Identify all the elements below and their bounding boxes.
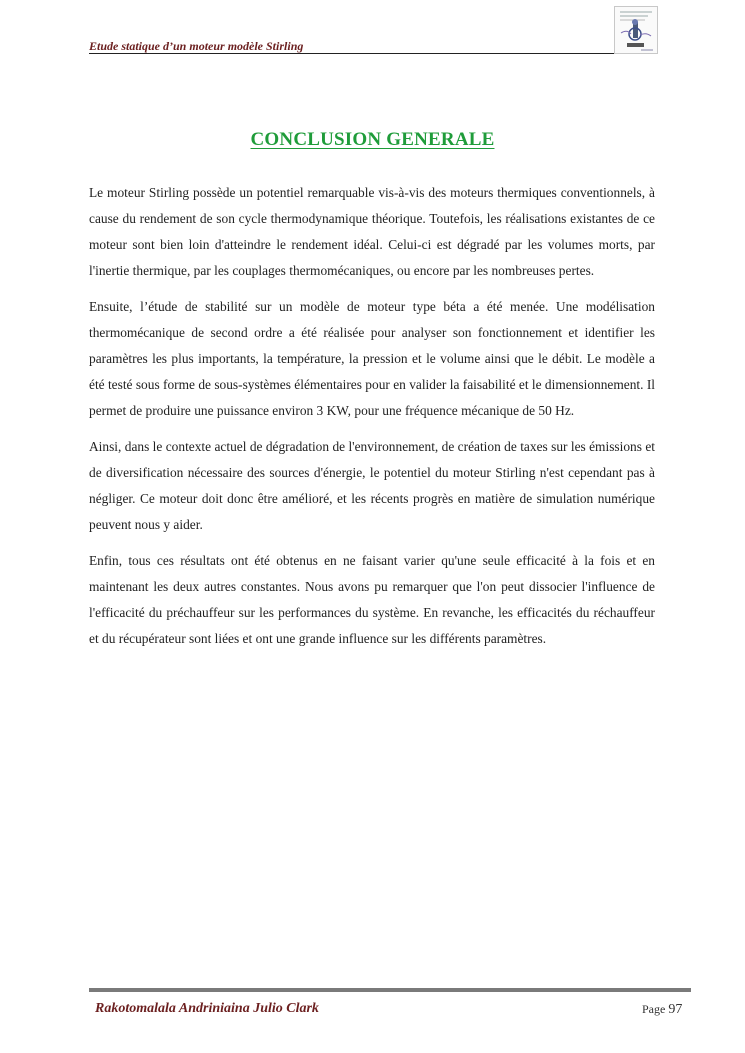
footer-rule — [89, 988, 691, 992]
stirling-logo-icon — [614, 6, 658, 54]
page-label: Page — [642, 1002, 666, 1016]
paragraph-3: Ainsi, dans le contexte actuel de dégradation de l'environnement, de création de taxes sur les émissions et de diversification nécessaire des sources d'énergie, le potentiel du moteur Stirling n'est cependant pas à négliger. Ce moteur doit donc être amélioré, et les récents progrès en matière de simulation numérique peuvent nous y aider. — [89, 439, 655, 532]
header-rule — [89, 53, 614, 54]
heading-text: CONCLUSION GENERALE — [250, 129, 495, 150]
running-header-title: Etude statique d’un moteur modèle Stirling — [89, 39, 304, 53]
paragraph-2: Ensuite, l’étude de stabilité sur un modèle de moteur type béta a été menée. Une modélisation thermomécanique de second ordre a été réalisée pour analyser son fonctionnement et identifier les paramètres les plus importants, la température, la pression et le volume ainsi que le débit. Le modèle a été testé sous forme de sous-systèmes élémentaires pour en valider la faisabilité et le dimensionnement. Il permet de produire une puissance environ 3 KW, pour une fréquence mécanique de 50 Hz. — [89, 299, 655, 418]
body-text — [89, 180, 655, 662]
page-heading — [0, 129, 745, 151]
paragraph-1: Le moteur Stirling possède un potentiel remarquable vis-à-vis des moteurs thermiques conventionnels, à cause du rendement de son cycle thermodynamique théorique. Toutefois, les réalisations existantes de ce moteur sont bien loin d'atteindre le rendement idéal. Celui-ci est dégradé par les volumes morts, par l'inertie thermique, par les couplages thermomécaniques, ou encore par les nombreuses pertes. — [89, 185, 655, 278]
page-number-value: 97 — [668, 1002, 683, 1017]
paragraph-4: Enfin, tous ces résultats ont été obtenus en ne faisant varier qu'une seule efficacité à la fois et en maintenant les deux autres constantes. Nous avons pu remarquer que l'on peut dissocier l'influence de l'efficacité du préchauffeur sur les performances du système. En revanche, les efficacités du réchauffeur et du récupérateur sont liées et ont une grande influence sur les différents paramètres. — [89, 553, 655, 646]
footer-author: Rakotomalala Andriniaina Julio Clark — [95, 1001, 319, 1016]
page-number — [642, 1002, 682, 1018]
